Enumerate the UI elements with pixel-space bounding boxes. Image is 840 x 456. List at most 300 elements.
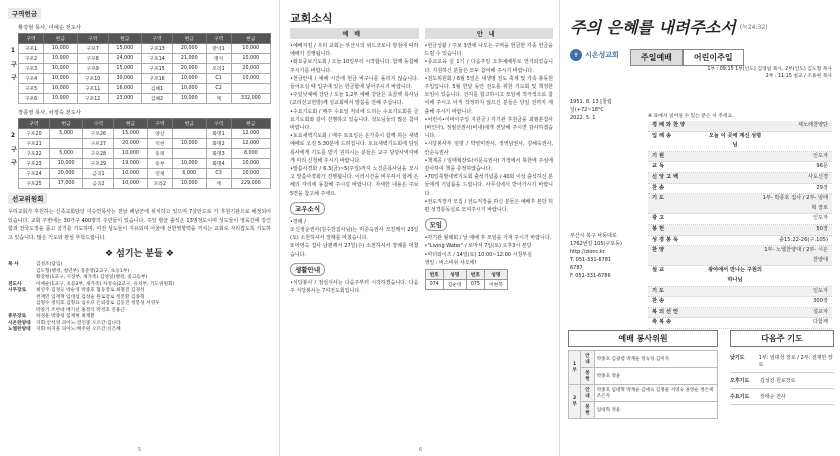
table-cell: 동부 [147,159,172,169]
group1-label: 1 구 구 [9,47,17,80]
column-header: 번호 [466,270,484,280]
role-value: 김성조(담임) [36,262,63,267]
info-item: •헌금성활 / 주보 3면에 나오는 구역을 헌금한 각종 헌금을 드릴 수 있습니다. [424,43,553,58]
news-col-worship [290,28,419,295]
table-cell: 구포9 [77,64,108,74]
table-cell: 김해2 [142,94,173,104]
order-row [648,246,832,266]
next-week-prayer [730,330,834,405]
page-number: 6 [418,447,423,453]
prayer-leader: 1부: 임대성 장로 / 2부: 전재만 장로 [758,355,833,368]
table-row [19,84,271,94]
column-header: 헌금 [114,119,148,129]
mission-title: 선교위원회 [8,193,47,204]
role-key: 휴무장로 [8,314,27,319]
order-row [648,318,832,329]
table-row [19,54,271,64]
group1-table [18,33,271,104]
order-label: 기원 [652,152,667,159]
group2-label: 2 구 구 [9,132,17,165]
table-cell: 만덕1 [206,44,231,54]
table-cell: 10,000 [231,74,270,84]
table-row [569,368,718,385]
order-label: 기도 [652,287,667,294]
table-cell [231,84,270,94]
table-cell: 23,000 [108,94,142,104]
life-guide-title: 생활안내 [290,263,325,276]
info-item: •전도위원회 / 6월 5일은 새생명 전도 축제 및 가족 총동원 주일입니다. 5월 한달 동안 전도를 위한 기도회 및 책정한 모임이 있습니다. 건지를 합고하시고 모임에 적극적으로 참여해 주시고 아직 작정하지 않으신 분들은 당일 전까지 제출해 주시기 바랍니다. [424,75,553,115]
table-cell: 10,000 [44,94,78,104]
address-line: T. 051-331-6781 [570,257,612,263]
banner [570,6,832,46]
table-cell: 구포28 [83,149,114,159]
meeting-item: •각기관 월례회 / 날 예배 후 모임을 가져 주시기 바랍니다. [424,235,552,242]
column-header: 헌금 [49,119,83,129]
table-cell: 332,000 [231,94,270,104]
group2 [8,108,271,189]
table-cell: 양산 [147,129,172,139]
table-cell: 15,000 [114,129,148,139]
table-cell: 구포16 [142,74,173,84]
table-cell: 16,000 [108,84,142,94]
role-value: 황강현(1교구, 시장부, 새가족) 김영일(행정, 중고등부) [36,275,148,280]
table-cell: 이현복 [484,280,507,290]
service-volunteers [568,330,718,419]
column-header: 성명 [443,270,466,280]
table-cell: 모라2 [147,179,172,189]
table-row [19,94,271,104]
order-detail: 광야에서 만나는 구원의 하나님 [708,267,762,283]
svc-role: 봉헌 [581,402,594,419]
group1-header: 황강현 목사, 이예순 전도사 [18,25,82,31]
order-row [648,121,832,132]
table-cell: 구포25 [19,179,50,189]
tab-sunday-service: 주일예배 [630,49,683,66]
order-row [648,297,832,308]
order-label: 광고 [652,215,667,222]
table-cell: 10,000 [114,179,148,189]
meeting-item: •"Living Water" / 로마서 7일(토) 오후3시 본당 [424,243,532,250]
table-cell [172,149,206,159]
table-cell: 10,000 [231,159,270,169]
table-cell: 금곡2 [83,179,114,189]
order-leader: 29장 [816,184,828,191]
order-label: 축복송 [652,319,674,326]
order-leader: 96문 [816,163,828,170]
order-row [648,194,832,214]
news-item: •수요기도회 / 매주 수요일 저녁에 드리는 수요기도회를 금요기도회와 같이 진행하고 있습니다. 성도님들의 많은 참여 바랍니다. [290,108,419,132]
banner-title: 주의 은혜를 내려주소서 [570,17,736,37]
order-detail [708,297,762,307]
members-news-item: •장례 / [290,218,306,225]
roles-title: ❖ 섬기는 분들 ❖ [104,249,174,259]
info-item: •책제공 / 임태혁장로(어문옥권사) 가정에서 북한에 주심에 감사하여 책을 증정하였습니다. [424,157,553,173]
members-news-title: 교우소식 [290,202,325,215]
info-item: •시당봉사부 임명 / 박양미권사, 정영남권사, 김해숙권사, 안순옥권사 [424,141,553,156]
order-detail [708,184,762,194]
service-line2: 2부 : 11:15 설교 / 조용현 목사 [765,74,832,79]
table-cell: 10,000 [44,64,78,74]
table-cell: 계 [206,179,231,189]
service-tabs [630,49,832,66]
members-news-item: ②마영숙 집사 남편께서 27일(수) 소천하셔서 장례를 마쳤습니다. [290,243,419,258]
svc-role: 안내 [581,385,594,402]
order-leader: 설교자 [812,308,828,315]
prayer-row [730,373,834,389]
order-detail [708,318,762,328]
table-cell [49,139,83,149]
order-detail [708,246,762,265]
group1 [8,23,271,104]
table-cell: 12,000 [231,129,270,139]
order-label: 성경봉독 [652,236,681,243]
order-label: 설교 [652,267,667,274]
table-row [19,139,271,149]
table-cell: 15,000 [108,44,142,54]
order-label: 입례송 [652,132,674,139]
order-label: 경배와찬양 [652,122,688,128]
table-row [19,44,271,54]
prayer-kind: 수요기도 [730,394,750,400]
column-header: 헌금 [172,34,206,44]
table-cell: 동래 [147,149,172,159]
address-line: F. 051-331-6786 [570,273,611,279]
table-cell: 229,000 [231,179,270,189]
prayer-row [730,389,834,405]
table-cell: 5,000 [49,149,83,159]
column-header: 구역 [77,34,108,44]
news-item: •예배지킴 / 우리 교회는 부산시의 위드코로나 방침에 따라 예배가 진행됩니다. [290,43,419,58]
order-leader: 300장 [813,298,828,305]
order-leader [762,132,832,151]
page-number: 5 [137,447,142,453]
column-header: 번호 [425,270,443,280]
order-label: 찬양 [652,247,667,254]
table-cell: 구포4 [19,74,44,84]
order-label: 교독 [652,163,667,170]
svc-part: 1부 [569,351,581,385]
table-cell: 덕천 [147,139,172,149]
table-cell: 구포7 [77,44,108,54]
table-row [19,74,271,84]
news-item: •화요중보기도회 / 오늘 10일부터 시작합니다. 함께 동참해 주시기를 바랍니다. [290,59,419,74]
table-cell: 074 [425,280,443,290]
mission-text: 우리교회가 후원하는 신족교회담당 이승연목사는 전날 해남군에 위치하고 있으며 7살만드로 가 후원기관으로 배정되어 있습니다. 교회 주변에는 30가구 400명의 주민들이 있습니다. 주일 평균 출석은 13명정도이며 성도들이 영육간에 강건함과 전국도정을 품고 살기를 기도하며, 여전 성도들이 지유되며 아울에 선한영향력을 끼치는 교회로 자리잡도록 기도하고 있습니다. 많은 기도와 관심 부탁드립니다. [8,209,271,241]
column-header: 구역 [147,119,172,129]
table-row [569,402,718,419]
order-leader: 새노래찬양단 [797,122,828,128]
group2-header: 장종영 목사, 차정숙 전도사 [18,110,82,116]
table-cell: 8,000 [231,149,270,159]
order-leader: 50장 [816,225,828,232]
role-value: 최연주 김경응 박순영 박종호 협동장로 최철진 김경석 [36,288,145,293]
order-leader: 사도신경 [807,173,828,180]
table-cell: 10,000 [44,54,78,64]
column-header: 구역 [83,119,114,129]
table-cell: 10,000 [172,84,206,94]
bulletin-date: 2022. 5. 1 [570,115,596,121]
role-key: 시무장로 [8,288,27,293]
role-value: 지휘:안석영 피아노:전인종 오르간:김나라 [36,320,121,326]
members-news-item: ①신정순권사(김수찬집사님)는 미준옥권사 모친께서 23일(토) 소천하셔서 장례를 마쳤습니다. [290,227,419,242]
info-item: •어린이•이바이주일 지원금 / 각기관 후원금을 최필훈집사(바인아), 정필선권사(바내)에게 전달해 주시면 감사하겠습니다. [424,116,553,140]
column-header: 헌금 [172,119,206,129]
group2-table [18,118,271,189]
address-line: http://zionc.kr [570,249,605,255]
order-detail [708,308,762,318]
news-item: •주일낮예배 강단 / 오늘 1,2부 예배 강단은 초콜렛 목사님(교리선교헌방)께 성교회에서 말씀을 전해 주십니다. [290,92,419,107]
role-value: 천재민 임재혁 임대섭 김성술 원로장로 정봉환 김종형 [36,294,145,300]
role-key: 전도사 [8,281,22,287]
table-cell: 구포13 [142,44,173,54]
table-cell: 구포29 [83,159,114,169]
table-row [19,159,271,169]
order-row [648,184,832,195]
news-item: •토요새벽기도회 / 매주 토요일은 온가족이 함께 하는 새벽예배로 오전 5:30분에 드려집니다. 토요새벽기도회에 담임목사에게 기도를 받기 원하시는 분들은 교구 담당사역자에게 미리 신청해 주시기 바랍니다. [290,133,419,164]
order-row [648,287,832,298]
table-cell: 10,000 [44,44,78,54]
table-cell: 12,000 [231,139,270,149]
meeting-title: 모임 [425,218,448,231]
table-cell: 10,000 [114,149,148,159]
church-name: 시온성교회 [585,51,619,59]
table-cell: C2 [206,84,231,94]
life-guide-item: •식당봉사 / 점심식사는 다음주부터 시작하겠습니다. 다음주 식당봉사는 7여전도회입니다. [290,279,419,295]
table-row [19,129,271,139]
church-address [570,232,640,280]
table-cell: 19,000 [114,159,148,169]
table-cell: 20,000 [172,64,206,74]
table-cell: 10,000 [231,54,270,64]
order-detail [708,194,762,213]
table-cell: 화명2 [206,139,231,149]
table-cell: 계 [206,94,231,104]
tab-children-sunday: 어린이주일 [683,49,744,66]
order-detail [708,214,762,224]
table-cell: 075 [466,280,484,290]
order-row [648,173,832,184]
table-cell: 17,000 [49,179,83,189]
table-cell [172,129,206,139]
table-cell: 구포3 [19,64,44,74]
info-header: 안내 [425,28,554,39]
column-header: 구역 [206,119,231,129]
table-cell: 10,000 [44,74,78,84]
meeting-item: •마더와이즈 / 14일(토) 10:00~12:00 시청부실 [424,251,532,258]
role-value: 이예순(1교구, 초등2부, 새가족) 차정숙(2교구, 유치부, 기도위원회) [36,281,175,287]
birthday-table [425,269,508,290]
order-row [648,152,832,163]
table-cell: 구포11 [77,84,108,94]
order-row [648,266,832,286]
table-cell: 금곡1 [83,169,114,179]
svc-title: 예배 봉사위원 [568,330,718,347]
table-cell: 구포12 [77,94,108,104]
svc-names: 임대혁 정윤 [594,402,717,419]
table-cell: 10,000 [172,139,206,149]
table-cell: 연제 [147,169,172,179]
table-cell: 30,000 [108,74,142,84]
table-cell: 구포15 [142,64,173,74]
order-label: 복의선언 [652,308,681,315]
order-row [648,308,832,319]
table-cell: 구포21 [19,139,50,149]
table-cell: C3 [206,169,231,179]
svc-names: 박종호 임대혁 박계순 김애숙 김정울 서영숙 권영순 정은택 조은자 [594,385,717,402]
roles-list [8,262,271,334]
order-label: 찬송 [652,184,667,191]
order-detail [708,152,762,162]
table-cell: 김해1 [142,84,173,94]
table-cell: 구포20 [19,129,50,139]
table-cell: 21,000 [172,54,206,64]
column-header: 헌금 [231,34,270,44]
table-cell: 5,000 [49,129,83,139]
prayer-kind: 낮기도 [730,355,745,361]
news-col-info [425,28,554,295]
order-leader: 인도자 [812,287,828,294]
order-label: 찬송 [652,298,667,305]
pray-title: 다음주 기도 [730,330,834,347]
info-item: •70일축발새벽기도회 출석기념품 / 40회 이상 출석하신 분들에게 기념품을 드립니다. 사무실에서 받아가시기 바랍니다. [424,174,553,197]
order-leader: 다함께 [812,319,828,326]
table-cell: 화명1 [206,129,231,139]
column-header: 헌금 [44,34,78,44]
table-cell: 24,000 [108,54,142,64]
table-cell: 10,000 [172,179,206,189]
founding-date: 1951. 8. 13 [창립 [570,99,612,105]
order-detail: 오늘 이 곳에 계신 성령님 [708,132,762,149]
order-row [648,214,832,225]
table-cell: 20,000 [49,169,83,179]
table-cell: 10,000 [44,84,78,94]
order-leader [762,266,832,285]
order-detail [708,121,762,131]
order-row [648,225,832,236]
table-cell: 구포22 [19,149,50,159]
table-cell: 10,000 [231,44,270,54]
church-info [570,98,640,280]
table-cell: 20,000 [231,64,270,74]
column-header: 구역 [206,34,231,44]
role-key: 노엘찬양대 [8,327,31,332]
table-cell: 구포23 [19,159,50,169]
table-cell: 구포2 [19,54,44,64]
prayer-row [730,350,834,373]
table-cell: 10,000 [114,169,148,179]
prayer-leader: 장태순 전사 [760,394,786,400]
news-item: •헌금안내 / 예배 시간에 헌금 바구니를 돌리지 않습니다. 들어오실 때 입구에 있는 헌금함에 넣어주시기 바랍니다. [290,75,419,91]
order-detail [708,162,762,172]
cross-icon: ✝ [570,49,582,61]
order-label: 기도 [652,195,667,202]
role-key: 시온찬양대 [8,320,31,326]
news-item: •말씀사경회 / 6.3(금)~5(주일)까지 노진준목사님을 모시고 말씀사경회가 진행됩니다. 이러시간을 비우셔서 함께 은혜의 자리에 동참해 주시길 바랍니다. 자세한 내용은 주보 5면을 참고해 주세요. [290,166,419,197]
table-cell: 구포14 [142,54,173,64]
table-row [19,64,271,74]
table-cell: 구포6 [19,94,44,104]
info-item: •전도직장자 모집 / 전도직장을 하신 분들은 예배후 본당 뒤편 성경통독실로 모여주시기 바랍니다. [424,198,553,214]
order-detail [708,173,762,183]
table-cell: C1 [206,74,231,84]
column-header: 구역 [19,34,44,44]
table-cell: 15,000 [108,64,142,74]
address-line: 부산시 북구 낙동대로 [570,233,617,239]
svc-names: 박종호 김광령 박계순 정숙경 김미자 [594,351,717,368]
table-cell: 6,000 [172,169,206,179]
table-cell: 구포1 [19,44,44,54]
column-header: 성명 [484,270,507,280]
role-value: 김형수 정덕호 김형표 임우포 은퇴장로 김동진 정봉성 서영우 [36,301,160,306]
table-row [19,149,271,159]
table-cell: 김순영 [443,280,466,290]
order-detail [708,287,762,297]
page-news [282,0,560,456]
service-line1: 1부 : 09:15 1부(인도) 김영일 목사, 2부(인도) 김도형 목사 [707,67,832,72]
svc-role: 안내 [581,351,594,368]
order-leader: 1부- 노엘찬양대 / 2부- 시온찬양대 [764,247,828,263]
table-cell: 구포10 [77,74,108,84]
prayer-kind: 오후기도 [730,378,750,384]
column-header: 헌금 [108,34,142,44]
address-line: 1762번길 105(구포동) [570,241,622,247]
role-value: 지휘:허지훈 피아노:배주원 오르간:신은혜 [36,327,121,332]
role-value: 박종기 조한대 배기선 홍정식 박정호 진홍근 [36,307,125,313]
worship-header: 예배 [290,28,419,39]
svc-role: 봉헌 [581,368,594,385]
table-cell: 10,000 [172,94,206,104]
table-cell: 10,000 [172,74,206,84]
birthday-label: 생일 : 비스비쉬 샤오에! [424,259,477,266]
role-value: 하경훈 박종성 심재현 최재환 [36,314,95,319]
prayer-leader: 김성진 원로장로 [760,378,796,384]
table-cell: 구포26 [83,129,114,139]
table-cell: 명지 [206,54,231,64]
table-row [19,179,271,189]
worship-order [648,112,832,329]
news-title: 교회소식 [290,12,333,25]
order-row [648,132,832,152]
banner-verse: (눅24:32) [739,23,768,31]
role-value: 김도형(행정, 청년부) 장준영(2교구, 초등1부) [36,268,130,274]
order-detail [708,225,762,235]
table-cell: 구포8 [77,54,108,64]
table-cell: 10,000 [172,159,206,169]
weather: 닐(+72~18°C [570,107,604,113]
table-cell: 20,000 [114,139,148,149]
table-cell: 10,000 [231,169,270,179]
table-cell: 구포24 [19,169,50,179]
table-cell: 20,000 [172,44,206,54]
column-header: 헌금 [231,119,270,129]
role-key: 목 사 [8,262,19,267]
svc-part: 2부 [569,385,581,419]
page-offerings [0,0,280,456]
svc-names: 박종호 정윤 [594,368,717,385]
table-cell: 구포27 [83,139,114,149]
address-line: 6787 [570,265,583,271]
table-row [569,351,718,368]
order-detail [708,236,762,246]
order-label: 봉헌 [652,225,667,232]
table-cell: 구포5 [19,84,44,94]
table-cell: 화명3 [206,149,231,159]
order-label: 신앙고백 [652,173,681,180]
order-leader: 출15:22-26(구,105) [778,236,828,243]
info-item: •종교교육 실 1기 / 다음주일 오후예배부로 연기되었습니다. 지원하신 분들은 모두 참여해 주시기 바랍니다. [424,59,553,74]
column-header: 구역 [142,34,173,44]
table-row [569,385,718,402]
